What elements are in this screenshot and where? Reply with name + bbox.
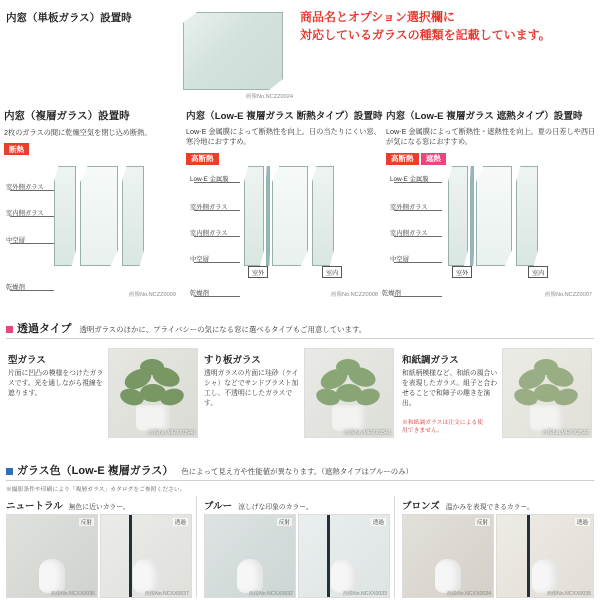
- color-desc: 温かみを表現できるカラー。: [445, 504, 534, 511]
- glass-pane: [183, 12, 283, 90]
- glass-cross-section: [238, 166, 356, 268]
- image-number: 画像No.NCZZ0007: [544, 292, 592, 298]
- single-glass-illustration: [175, 8, 295, 100]
- label-desiccant: 乾燥剤: [382, 290, 401, 297]
- image-number: 画像No.NCXX0037: [144, 591, 189, 597]
- frame-bar: [527, 515, 530, 598]
- glass-layer-inner: [122, 166, 144, 266]
- room-tag-inside: 室内: [322, 266, 342, 278]
- air-layer: [476, 166, 512, 266]
- swatch-bronze-reflect: [402, 514, 494, 598]
- item-desc: 片面に凹凸の模様をつけたガラスです。光を通しながら視線を遮ります。: [8, 370, 104, 397]
- glass-layer-outer: [448, 166, 468, 266]
- transparency-section-header: [6, 320, 366, 336]
- color-desc: 涼しげな印象のカラー。: [238, 504, 313, 511]
- panel-title: 内窓（複層ガラス）設置時: [4, 110, 130, 122]
- swatch-tag-transmit: 透過: [576, 520, 588, 526]
- item-desc: 和紙柄模様など、和紙の風合いを表現したガラス。組子と合わせることで和障子の趣きを演出。: [402, 370, 498, 407]
- swatch-neutral-reflect: [6, 514, 98, 598]
- image-number: 画像No.NCXX0036: [50, 591, 95, 597]
- badge-kodannetsu: 高断熱: [386, 153, 419, 165]
- glass-layer-inner: [516, 166, 538, 266]
- color-name: ニュートラル: [6, 501, 63, 512]
- color-item-neutral: [6, 498, 130, 512]
- top-left-title: 内窓（単板ガラス）設置時: [6, 12, 132, 24]
- glass-cross-section: [46, 166, 164, 268]
- swatch-blue-reflect: [204, 514, 296, 598]
- divider: [394, 496, 395, 598]
- panel-lowe-shading: [382, 108, 596, 308]
- frame-bar: [129, 515, 132, 598]
- color-name: ブルー: [204, 501, 233, 512]
- color-item-bronze: [402, 498, 534, 512]
- image-number: 画像No.NCXX0035: [546, 591, 591, 597]
- room-tag-outside: 室外: [452, 266, 472, 278]
- label-air-layer: 中空層: [190, 256, 209, 263]
- color-desc: 無色に近いカラー。: [68, 504, 130, 511]
- lowe-film-layer: [266, 166, 270, 266]
- divider: [6, 480, 594, 481]
- vase-illustration: [331, 559, 357, 593]
- bullet-square-icon: [6, 326, 13, 333]
- label-air-layer: 中空層: [390, 256, 409, 263]
- section-heading: 透過タイプ: [17, 323, 72, 335]
- panel-badges: [186, 153, 384, 165]
- image-number: 画像No.NCXX0033: [342, 591, 387, 597]
- swatch-tag-transmit: 透過: [174, 520, 186, 526]
- image-number: 画像No.NCZZ0009: [128, 292, 176, 298]
- panel-text: Low-E 金属膜によって断熱性を向上。日の当たりにくい窓、寒冷地におすすめ。: [186, 127, 381, 147]
- label-inner-glass: 室内側ガラス: [390, 230, 428, 237]
- swatch-tag-reflect: 反射: [476, 520, 488, 526]
- divider: [196, 496, 197, 598]
- air-layer: [272, 166, 308, 266]
- section-subheading: 透明ガラスのほかに、プライバシーの気になる窓に選べるタイプもご用意しています。: [79, 325, 367, 334]
- swatch-tag-reflect: 反射: [278, 520, 290, 526]
- vase-illustration: [39, 559, 65, 593]
- panel-text: 2枚のガラスの間に乾燥空気を閉じ込め断熱。: [4, 128, 152, 137]
- color-item-blue: [204, 498, 313, 512]
- item-desc: 透明ガラスの片面に珪砂（ケイシャ）などでサンドブラスト加工し、不透明にしたガラスです。: [204, 370, 299, 407]
- image-number: 画像No.MHXX0542: [542, 430, 589, 436]
- panel-title: 内窓（Low-E 複層ガラス 遮熱タイプ）設置時: [386, 111, 583, 122]
- swatch-tag-transmit: 透過: [372, 520, 384, 526]
- bullet-square-icon: [6, 468, 13, 475]
- panel-badges: [4, 143, 182, 155]
- vase-illustration: [133, 559, 159, 593]
- panel-lowe-insulation: [186, 108, 384, 308]
- leader-line: [394, 296, 442, 297]
- item-name: 型ガラス: [8, 355, 46, 366]
- glass-layer-outer: [54, 166, 76, 266]
- label-air-layer: 中空層: [6, 237, 25, 244]
- label-lowe-film: Low-E 金属膜: [190, 176, 229, 183]
- vase-illustration: [435, 559, 461, 593]
- photo-washi-glass: [502, 348, 592, 438]
- swatch-bronze-transmit: [496, 514, 594, 598]
- label-desiccant: 乾燥剤: [190, 290, 209, 297]
- image-number: 画像No.NCZZ0024: [245, 94, 293, 100]
- badge-dannetsu: 断熱: [4, 143, 29, 155]
- section-subheading: 色によって見え方や性能値が異なります。（遮熱タイプはブルーのみ）: [181, 467, 413, 476]
- divider: [6, 338, 594, 339]
- image-number: 画像No.MHXX0540: [148, 430, 195, 436]
- glass-layer-outer: [244, 166, 264, 266]
- glass-color-section-header: [6, 462, 413, 478]
- label-desiccant: 乾燥剤: [6, 284, 25, 291]
- headline-line-2: 対応しているガラスの種類を記載しています。: [300, 28, 551, 42]
- vase-illustration: [532, 559, 558, 593]
- label-outer-glass: 室外側ガラス: [6, 184, 44, 191]
- vase-illustration: [237, 559, 263, 593]
- air-layer: [80, 166, 118, 266]
- photo-kata-glass: [108, 348, 198, 438]
- panel-badges: [386, 153, 596, 165]
- panel-text: Low-E 金属膜によって断熱性・遮熱性を向上。夏の日差しや西日が気になる窓におすすめ。: [386, 127, 596, 147]
- item-name: 和紙調ガラス: [402, 355, 459, 366]
- section-heading: ガラス色（Low-E 複層ガラス）: [17, 465, 174, 477]
- image-number: 画像No.MHXX0541: [344, 430, 391, 436]
- washi-note: ※和紙調ガラスは注文による使用できません。: [402, 420, 483, 434]
- panel-title: 内窓（Low-E 複層ガラス 断熱タイプ）設置時: [186, 111, 383, 122]
- label-outer-glass: 室外側ガラス: [390, 204, 428, 211]
- label-outer-glass: 室外側ガラス: [190, 204, 228, 211]
- image-number: 画像No.NCXX0034: [446, 591, 491, 597]
- room-tag-outside: 室外: [248, 266, 268, 278]
- label-inner-glass: 室内側ガラス: [190, 230, 228, 237]
- panel-pair-glass: [4, 108, 182, 308]
- badge-shanetsu: 遮熱: [421, 153, 446, 165]
- image-number: 画像No.NCXX0032: [248, 591, 293, 597]
- room-tag-inside: 室内: [528, 266, 548, 278]
- headline: [300, 8, 551, 44]
- photo-suriita-glass: [304, 348, 394, 438]
- glass-layer-inner: [312, 166, 334, 266]
- color-name: ブロンズ: [402, 501, 440, 512]
- swatch-tag-reflect: 反射: [80, 520, 92, 526]
- item-name: すり板ガラス: [204, 355, 261, 366]
- glass-cross-section: [442, 166, 560, 268]
- headline-line-1: 商品名とオプション選択欄に: [300, 10, 455, 24]
- label-lowe-film: Low-E 金属膜: [390, 176, 429, 183]
- label-inner-glass: 室内側ガラス: [6, 210, 44, 217]
- image-number: 画像No.NCZZ0008: [330, 292, 378, 298]
- glass-color-note: ※撮影条件や印刷により「複層ガラス」カタログをご参照ください。: [6, 487, 186, 493]
- swatch-neutral-transmit: [100, 514, 192, 598]
- swatch-blue-transmit: [298, 514, 390, 598]
- badge-kodannetsu: 高断熱: [186, 153, 219, 165]
- lowe-film-layer: [470, 166, 474, 266]
- frame-bar: [327, 515, 330, 598]
